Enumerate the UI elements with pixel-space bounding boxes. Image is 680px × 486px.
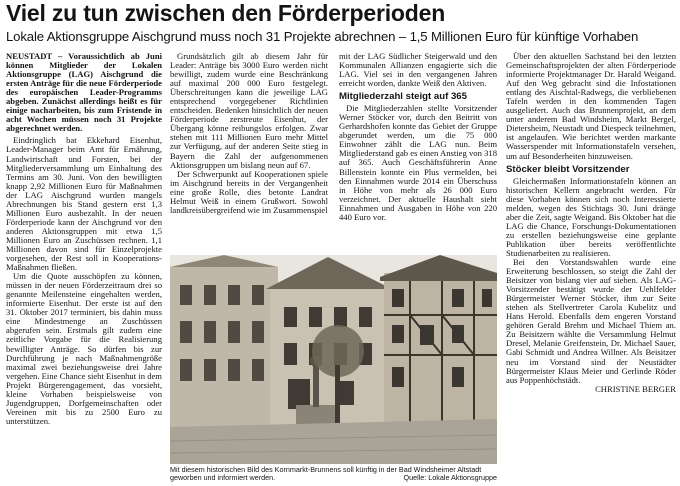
lead-paragraph bbox=[6, 52, 162, 133]
body-paragraph: Über den aktuellen Sachstand bei den letzten Gemeinschaftsprojekten der alten Förderperiode informierte Projektmanager Dr. Harald Weigand. Auf den Weg gebracht sind die Infostationen entlang des Aischtal-Radwegs, die verbliebenen Tafeln werden in den kommenden Tagen ausgeliefert. Auch das Brunnenprojekt, an dem unter anderem Bad Windsheim, Markt Bergel, Dietersheim, Neustadt und Diespeck teilnehmen, ist angelaufen. Wie berichtet werden markante Wasserspender mit Informationstafeln versehen, um auf Besonderheiten hinzuweisen. bbox=[506, 51, 676, 161]
body-paragraph: Gleichermaßen Informationstafeln können an historischen Kellern angebracht werden. Für diese Vorhaben können sich noch Interessierte melden, wegen des Stichtags 30. Juni dränge aber die Zeit, sagte Weigand. Bis Oktober hat die LAG die Chance, Forschungs-Dokumentationen zu erstellen beziehungsweise eine geplante Publikation über bereits veröffentlichte Studienarbeiten zu realisieren. bbox=[506, 175, 676, 258]
photo-caption bbox=[170, 466, 497, 483]
section-heading: Mitgliederzahl steigt auf 365 bbox=[339, 91, 467, 103]
article-photo bbox=[170, 255, 497, 464]
article-subheadline: Lokale Aktionsgruppe Aischgrund muss noch 31 Projekte abrechnen – 1,5 Millionen Euro für künftige Vorhaben bbox=[6, 29, 639, 44]
historic-square-photo bbox=[170, 255, 497, 464]
text-column-1 bbox=[6, 52, 162, 426]
body-paragraph: Der Schwerpunkt auf Kooperationen spiele im Aischgrund bereits in der Vergangenheit eine große Rolle, dies betonte Landrat Helmut Weiß in einem Grußwort. Sowohl landkreisübergreifend wie im Zusammenspiel bbox=[170, 168, 328, 215]
author-byline: CHRISTINE BERGER bbox=[595, 383, 676, 394]
photo-credit: Quelle: Lokale Aktionsgruppe bbox=[403, 473, 497, 483]
caption-text: Mit diesem historischen Bild des Kornmarkt-Brunnens soll künftig in der Bad Windsheimer Altstadt geworben und informiert werden. bbox=[170, 465, 482, 483]
section-heading: Stöcker bleibt Vorsitzender bbox=[506, 163, 630, 175]
body-paragraph: Grundsätzlich gilt ab diesem Jahr für Leader: Anträge bis 3000 Euro werden nicht bewilligt, zudem wurde eine Beschränkung auf maximal 200 000 Euro festgelegt. Überschreitungen kann die jeweilige LAG entsprechend vorgegebener Richtlinien entscheiden. Bedenken hinsichtlich der neuen Förderperiode zerstreute Eisenhut, der Übergang könne reibungslos erfolgen. Zwar stehen mit 111 Millionen Euro mehr Mittel zur Verfügung, auf der anderen Seite stieg in Bayern die Zahl der aufgenommenen Aktionsgruppen um bislang neun auf 67. bbox=[170, 51, 328, 170]
dateline: NEUSTADT bbox=[6, 51, 53, 61]
text-column-3 bbox=[339, 52, 497, 222]
body-paragraph: Bei den Vorstandswahlen wurde eine Erweiterung beschlossen, so steigt die Zahl der Beisitzer von bislang vier auf sieben. Als LAG-Vorsitzender bestätigt wurde der Uehlfelder Bürgermeister Werner Stöcker, ihm zur Seite stehen als Stellvertreter Carola Kubelitz und Hans Herold. Ebenfalls dem engeren Vorstand gehören Gerald Brehm und Michael Thiem an. Zu Beisitzern wählte die Versammlung Helmut Dresel, Melanie Greifenstein, Dr. Michael Sauer, Gabi Schmidt und Andrea Willner. Als Beisitzer neu im Vorstand sind der Neustädter Bürgermeister Klaus Meier und Gerlinde Röder aus Poppenhöchstädt. bbox=[506, 256, 676, 385]
lead-text: – Voraussichtlich ab Juni können Mitglieder der Lokalen Aktionsgruppe (LAG) Aischgrund die ersten Anträge für die neue Förderperiode des europäischen Leader-Programms abgeben. Zunächst allerdings heißt es für einige nacharbeiten, bis zum Fristende in acht Wochen müssen noch 31 Projekte abgerechnet werden. bbox=[6, 51, 162, 134]
body-paragraph: Die Mitgliederzahlen stellte Vorsitzender Werner Stöcker vor, durch den Beitritt von Gerhardshofen konnte das Gebiet der Gruppe abgerundet werden, um die 75 000 Einwohner zählt die LAG nun. Beim Mitgliederstand gab es einen Anstieg von 318 auf 365. Auch Geschäftsführerin Anne Billenstein konnte ein Plus vermelden, bei den Einnahmen wurde 2014 ein Überschuss in Höhe von mehr als 26 000 Euro verzeichnet. Der aktuelle Haushalt sieht Einnahmen und Ausgaben in Höhe von 220 440 Euro vor. bbox=[339, 103, 497, 222]
article-headline: Viel zu tun zwischen den Förderperioden bbox=[6, 0, 446, 26]
text-column-2 bbox=[170, 52, 328, 215]
body-paragraph: Um die Quote ausschöpfen zu können, müssen in der neuen Förderzeitraum drei so genannte Meilensteine eingehalten werden, informierte Eisenhut. Der erste ist auf den 31. Oktober 2017 terminiert, bis dahin muss eine Mindestmenge an Zuschüssen abgerufen sein. Erstmals gilt zudem eine zeitliche Vorgabe für die Realisierung bewilligter Anträge. So dürfen bis zur Durchführung je nach Maßnahmengröße maximal zwei beziehungsweise drei Jahre vergehen. Eine Chance sieht Eisenhut in dem Projekt Bürgerengagement, das vorsieht, kleine Vorhaben beispielsweise von Jugendgruppen, Dorfgemeinschaften oder Vereinen mit bis zu 2500 Euro zu unterstützen. bbox=[6, 271, 162, 426]
body-paragraph: mit der LAG Südlicher Steigerwald und den Kommunalen Allianzen engagierte sich die LAG. Viel sei in den vergangenen Jahren erreicht worden, dankte Weiß den Aktiven. bbox=[339, 51, 497, 89]
body-paragraph: Eindringlich bat Ekkehard Eisenhut, Leader-Manager beim Amt für Ernährung, Landwirtschaft und Forsten, bei der Mitgliederversammlung um Einhaltung des Termins am 30. Juni. Von den bewilligten knapp 2,92 Millionen Euro für Maßnahmen der LAG Aischgrund wurden mangels Abrechnungen bis Stand gestern erst 1,3 Millionen Euro ausbezahlt. In der neuen Förderperiode kann der Aischgrund vor den anderen Aktionsgruppen mit etwa 1,5 Millionen Euro an Zuschüssen rechnen. 1,1 Millionen davon sind für Einzelprojekte vorgesehen, der Rest soll in Kooperations-Maßnahmen fließen. bbox=[6, 135, 162, 273]
text-column-4 bbox=[506, 52, 676, 394]
